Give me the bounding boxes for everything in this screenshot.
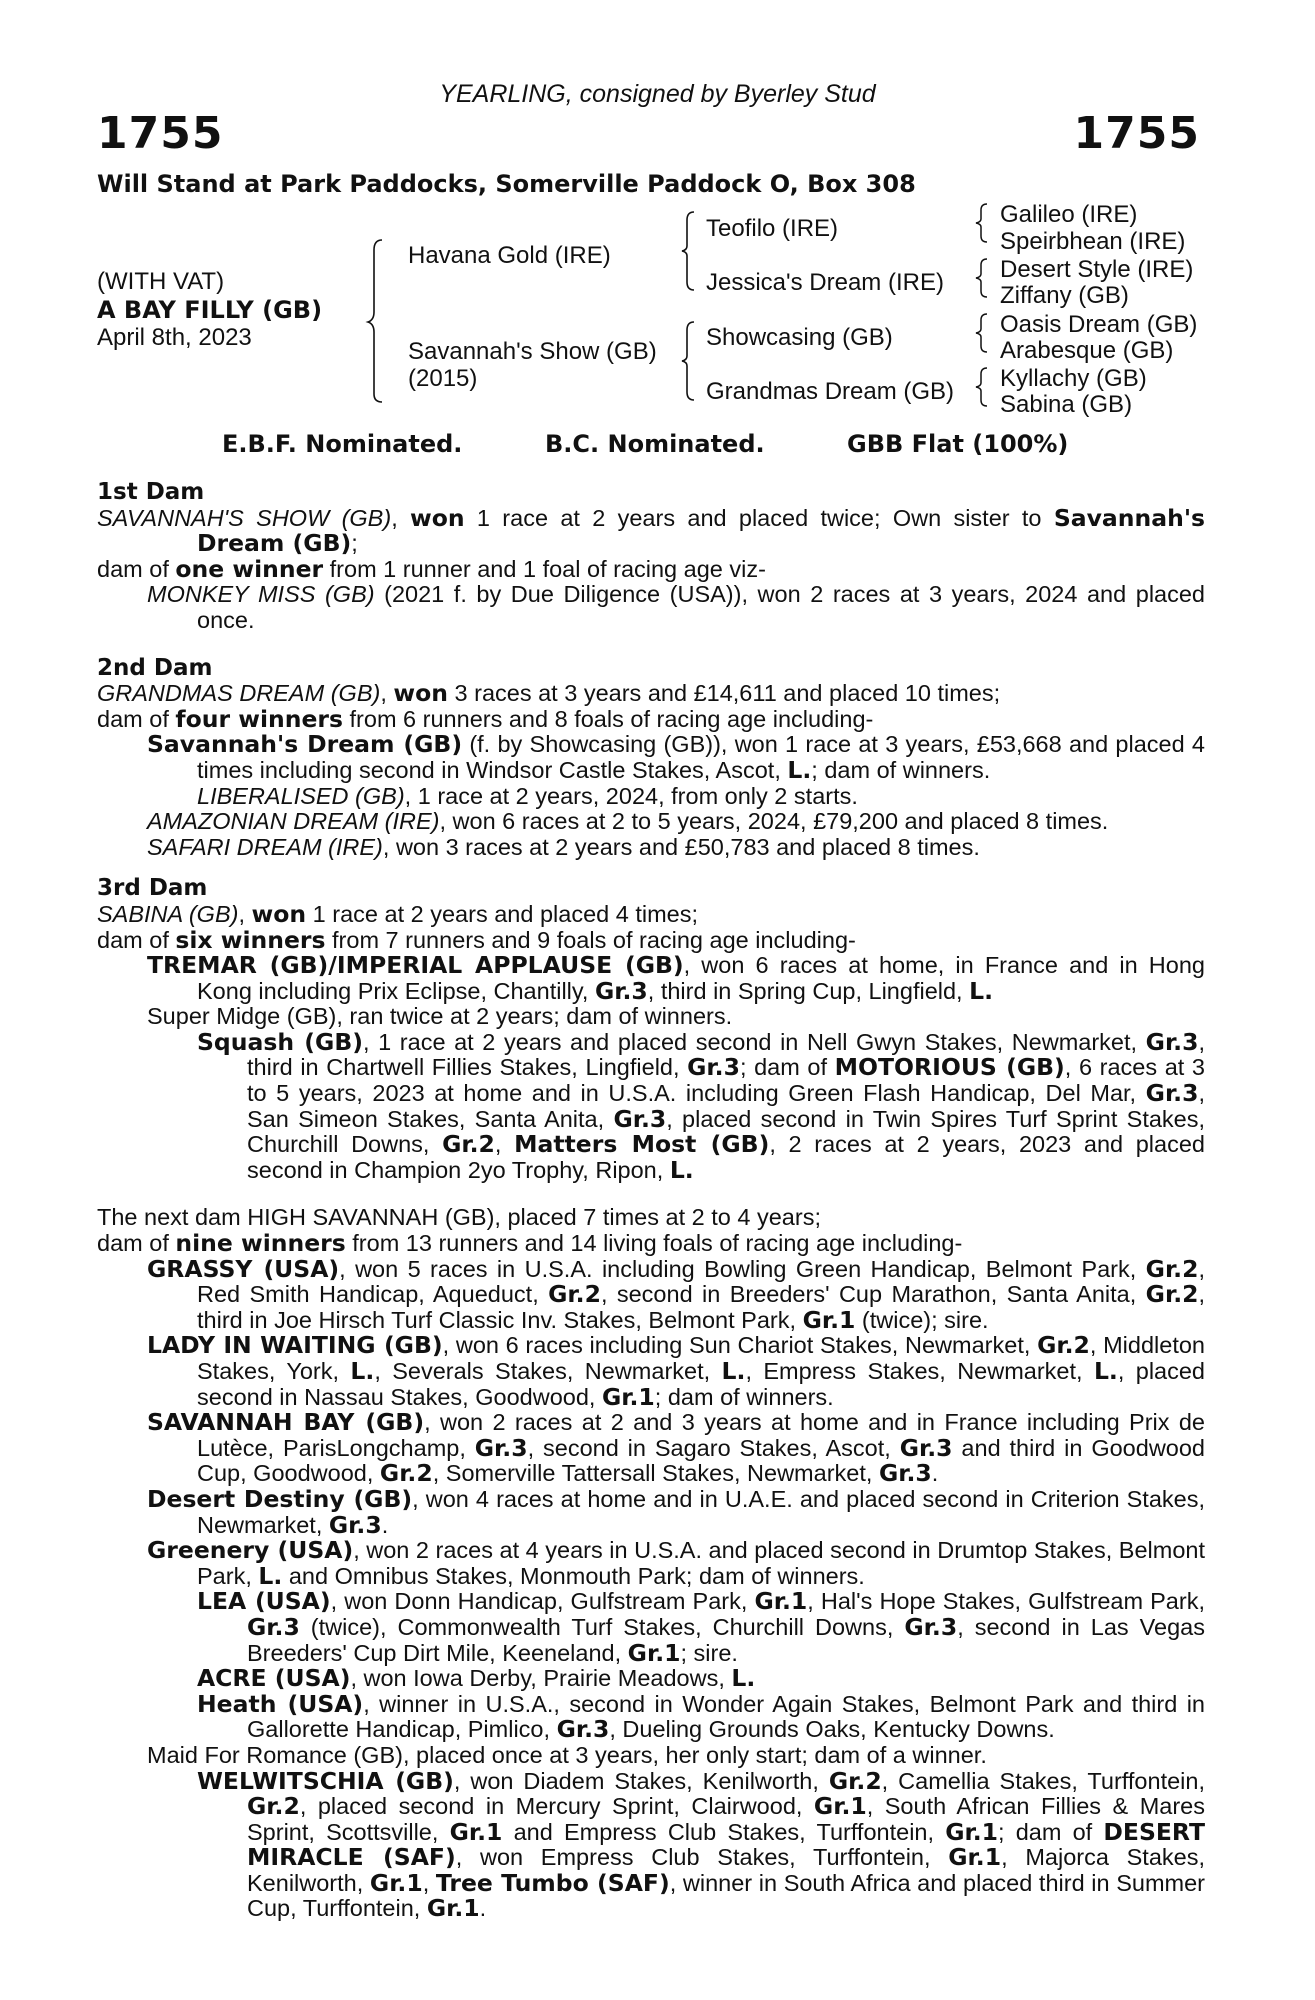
text: ,: [238, 900, 252, 927]
next-dam-p7: [147, 1538, 1205, 1589]
race-grade: L.: [969, 976, 994, 1005]
text: , Middleton Stakes, York,: [197, 1332, 1206, 1384]
text: , won 6 races at home, in France and in Hong Kong including Prix Eclipse, Chantilly,: [197, 952, 1205, 1004]
race-grade: L.: [350, 1357, 375, 1385]
won-label: won: [393, 679, 448, 708]
next-dam-p9: [197, 1666, 1205, 1692]
next-dam-p3: [147, 1254, 1206, 1334]
ebf-nominated: E.B.F. Nominated.: [222, 430, 463, 458]
progeny-name: Matters Most (GB): [514, 1130, 770, 1159]
race-grade: Gr.3: [1145, 1079, 1199, 1108]
text: ; sire.: [680, 1639, 738, 1666]
text: , San Simeon Stakes, Santa Anita,: [247, 1080, 1205, 1132]
race-grade: Gr.3: [899, 1433, 953, 1462]
text: , won Iowa Derby, Prairie Meadows,: [350, 1665, 732, 1692]
dam-name: SAVANNAH'S SHOW (GB): [97, 504, 392, 531]
text: , won Diadem Stakes, Kenilworth,: [453, 1767, 829, 1794]
progeny-name: LIBERALISED (GB): [197, 782, 405, 809]
text: , second in Las Vegas Breeders' Cup Dirt Mile, Keeneland,: [247, 1613, 1205, 1666]
progeny-name: Desert Destiny (GB): [147, 1484, 413, 1513]
pedigree-g4: Ziffany (GB): [1000, 282, 1129, 309]
text: , won 2 races at 2 and 3 years at home and in France including Prix de Lutèce, ParisLongchamp,: [197, 1409, 1205, 1461]
text: dam of: [97, 555, 176, 582]
second-dam-p6: [147, 835, 1205, 861]
progeny-name: AMAZONIAN DREAM (IRE): [147, 808, 440, 835]
text: .: [479, 1895, 487, 1922]
race-grade: Gr.2: [442, 1130, 495, 1159]
text: , 1 race at 2 years, 2024, from only 2 starts.: [404, 782, 858, 809]
progeny-name: TREMAR (GB)/IMPERIAL APPLAUSE (GB): [147, 951, 684, 980]
progeny-name: GRASSY (USA): [147, 1254, 340, 1283]
race-grade: L.: [258, 1561, 283, 1590]
text: , won 2 races at 4 years in U.S.A. and placed second in Drumtop Stakes, Belmont Park,: [197, 1537, 1205, 1589]
vat-note: (WITH VAT): [97, 268, 225, 295]
pedigree-bracket-sire: [682, 210, 698, 292]
race-grade: L.: [787, 755, 812, 784]
text: (twice), Commonwealth Turf Stakes, Churchill Downs,: [299, 1613, 905, 1640]
text: , placed second in Twin Spires Turf Sprint Stakes, Churchill Downs,: [247, 1105, 1206, 1158]
first-dam-p1: [97, 503, 1206, 558]
text: ; dam of: [739, 1054, 835, 1081]
first-dam-heading: 1st Dam: [97, 479, 205, 505]
third-dam-p5: [197, 1027, 1206, 1184]
race-grade: L.: [721, 1357, 746, 1385]
pedigree-dam-year: (2015): [408, 365, 478, 392]
text: , Majorca Stakes, Kenilworth,: [247, 1844, 1206, 1896]
pedigree-bracket-g1: [976, 202, 990, 244]
race-grade: Gr.1: [426, 1894, 480, 1923]
foaling-date: April 8th, 2023: [97, 324, 252, 351]
text: , third in Spring Cup, Lingfield,: [647, 977, 970, 1004]
next-dam-p2: [97, 1231, 1205, 1257]
race-grade: Gr.2: [1145, 1254, 1199, 1283]
race-grade: Gr.3: [594, 976, 648, 1005]
text: from 1 runner and 1 foal of racing age viz-: [323, 555, 766, 582]
race-grade: Gr.1: [449, 1817, 503, 1846]
text: , Somerville Tattersall Stakes, Newmarket,: [432, 1460, 879, 1487]
progeny-name: DESERT MIRACLE (SAF): [247, 1817, 1205, 1872]
text: ; dam of winners.: [811, 756, 991, 783]
text: , winner in South Africa and placed third in Summer Cup, Turffontein,: [247, 1869, 1206, 1922]
text: and third in Goodwood Cup, Goodwood,: [197, 1434, 1205, 1487]
text: , second in Breeders' Cup Marathon, Santa Anita,: [600, 1281, 1146, 1308]
text: from 6 runners and 8 foals of racing age including-: [343, 705, 874, 732]
text: , Red Smith Handicap, Aqueduct,: [197, 1255, 1205, 1308]
pedigree-dam: Savannah's Show (GB): [408, 338, 657, 365]
text: , Camellia Stakes, Turffontein,: [881, 1767, 1205, 1794]
text: ; dam of winners.: [654, 1383, 834, 1410]
progeny-name: SAFARI DREAM (IRE): [147, 833, 383, 860]
race-grade: Gr.1: [754, 1587, 808, 1616]
race-grade: Gr.3: [687, 1053, 740, 1082]
text: ,: [380, 680, 394, 707]
won-label: won: [251, 899, 307, 928]
winners-count: nine winners: [175, 1229, 346, 1258]
progeny-name: SAVANNAH BAY (GB): [147, 1408, 425, 1437]
progeny-name: LADY IN WAITING (GB): [147, 1331, 443, 1360]
pedigree-bracket-g2: [976, 257, 990, 299]
race-grade: Gr.2: [548, 1280, 601, 1309]
text: (f. by Showcasing (GB)), won 1 race at 3 years, £53,668 and placed 4 times including second in Windsor Castle Stakes, Ascot,: [197, 731, 1205, 783]
text: , won Donn Handicap, Gulfstream Park,: [330, 1588, 755, 1615]
next-dam-p6: [147, 1484, 1205, 1539]
horse-name: A BAY FILLY (GB): [97, 296, 323, 324]
text: dam of: [97, 1230, 176, 1257]
second-dam-p1: [97, 681, 1205, 707]
race-grade: Gr.1: [627, 1638, 681, 1667]
next-dam-p5: [147, 1410, 1205, 1487]
consignment-line: YEARLING, consigned by Byerley Stud: [439, 80, 876, 108]
progeny-name: Savannah's Dream (GB): [147, 730, 463, 759]
race-grade: Gr.3: [556, 1715, 610, 1744]
next-dam-p8: [197, 1589, 1205, 1666]
first-dam-p2: [97, 554, 1205, 583]
pedigree-bracket-dam: [682, 320, 698, 402]
text: , won Empress Club Stakes, Turffontein,: [455, 1844, 949, 1871]
race-grade: Gr.3: [878, 1459, 932, 1488]
text: , Empress Stakes, Newmarket,: [745, 1358, 1094, 1384]
pedigree-dam-sire: Showcasing (GB): [706, 324, 893, 351]
text: , placed second in Nassau Stakes, Goodwood,: [197, 1358, 1206, 1410]
text: and Omnibus Stakes, Monmouth Park; dam of winners.: [282, 1562, 865, 1589]
pedigree-g1: Galileo (IRE): [1000, 201, 1138, 228]
pedigree-bracket-g4: [976, 366, 990, 408]
dam-name: SABINA (GB): [97, 900, 239, 927]
bc-nominated: B.C. Nominated.: [545, 430, 765, 458]
text: from 13 runners and 14 living foals of racing age including-: [345, 1230, 963, 1257]
text: 3 races at 3 years and £14,611 and placed 10 times;: [447, 680, 1001, 707]
text: 1 race at 2 years and placed 4 times;: [306, 900, 699, 927]
text: , second in Sagaro Stakes, Ascot,: [527, 1434, 900, 1461]
text: from 7 runners and 9 foals of racing age including-: [325, 926, 856, 953]
text: , 1 race at 2 years and placed second in Nell Gwyn Stakes, Newmarket,: [363, 1028, 1146, 1055]
text: , 2 races at 2 years, 2023 and placed second in Champion 2yo Trophy, Ripon,: [247, 1131, 1205, 1183]
race-grade: L.: [669, 1155, 694, 1184]
second-dam-p5: [147, 809, 1205, 835]
winners-count: six winners: [175, 925, 326, 954]
text: ,: [494, 1131, 515, 1158]
third-dam-heading: 3rd Dam: [97, 875, 208, 902]
text: (2021 f. by Due Diligence (USA)), won 2 races at 3 years, 2024 and placed once.: [197, 581, 1205, 633]
race-grade: Gr.3: [328, 1510, 382, 1539]
text: Maid For Romance (GB), placed once at 3 years, her only start; dam of a winner.: [147, 1741, 987, 1768]
won-label: won: [410, 503, 465, 532]
race-grade: Gr.3: [904, 1612, 958, 1641]
pedigree-g2: Speirbhean (IRE): [1000, 228, 1186, 255]
pedigree-dam-dam: Grandmas Dream (GB): [706, 378, 955, 405]
text: ,: [391, 504, 411, 531]
race-grade: Gr.3: [613, 1104, 667, 1133]
pedigree-g8: Sabina (GB): [1000, 391, 1133, 418]
pedigree-sire-sire: Teofilo (IRE): [706, 215, 839, 242]
progeny-name: Heath (USA): [197, 1689, 364, 1718]
text: ; dam of: [998, 1818, 1104, 1845]
race-grade: Gr.1: [369, 1868, 423, 1897]
race-grade: Gr.1: [813, 1792, 867, 1821]
progeny-name: ACRE (USA): [197, 1664, 351, 1693]
text: , won 5 races in U.S.A. including Bowling Green Handicap, Belmont Park,: [339, 1255, 1146, 1282]
next-dam-p12: [197, 1766, 1206, 1923]
race-grade: Gr.1: [945, 1817, 999, 1846]
dam-name: GRANDMAS DREAM (GB): [97, 680, 381, 707]
third-dam-p4: [147, 1004, 1205, 1030]
text: , Severals Stakes, Newmarket,: [374, 1358, 722, 1384]
race-grade: Gr.3: [247, 1612, 300, 1641]
text: (twice); sire.: [855, 1306, 989, 1333]
race-grade: Gr.3: [1145, 1027, 1199, 1056]
third-dam-p2: [97, 925, 1205, 954]
pedigree-g7: Kyllachy (GB): [1000, 365, 1147, 392]
progeny-name: LEA (USA): [197, 1587, 331, 1616]
text: , South African Fillies & Mares Sprint, Scottsville,: [247, 1793, 1206, 1845]
text: , Hal's Hope Stakes, Gulfstream Park,: [807, 1588, 1205, 1615]
second-dam-heading: 2nd Dam: [97, 654, 213, 681]
next-dam-p10: [197, 1689, 1205, 1744]
race-grade: Gr.2: [247, 1792, 300, 1821]
pedigree-sire: Havana Gold (IRE): [408, 242, 611, 269]
pedigree-g3: Desert Style (IRE): [1000, 256, 1194, 283]
race-grade: Gr.2: [828, 1766, 882, 1795]
winners-count: one winner: [175, 554, 324, 583]
text: , won 4 races at home and in U.A.E. and placed second in Criterion Stakes, Newmarket,: [197, 1485, 1205, 1538]
next-dam-p1: [97, 1205, 1205, 1231]
progeny-name: MOTORIOUS (GB): [834, 1053, 1065, 1082]
progeny-name: MONKEY MISS (GB): [147, 581, 375, 608]
text: , third in Joe Hirsch Turf Classic Inv. Stakes, Belmont Park,: [197, 1281, 1206, 1333]
race-grade: Gr.2: [1037, 1331, 1090, 1360]
third-dam-p1: [97, 899, 1205, 928]
text: and Empress Club Stakes, Turffontein,: [502, 1818, 946, 1845]
pedigree-g5: Oasis Dream (GB): [1000, 311, 1198, 338]
stand-location: Will Stand at Park Paddocks, Somerville Paddock O, Box 308: [97, 170, 916, 198]
text: .: [381, 1511, 389, 1538]
sibling-name: Savannah's Dream (GB): [197, 503, 1206, 558]
lot-number-right: 1755: [1073, 108, 1200, 159]
third-dam-p3: [147, 953, 1205, 1004]
text: , winner in U.S.A., second in Wonder Again Stakes, Belmont Park and third in Gallorette Handicap, Pimlico,: [247, 1690, 1205, 1743]
second-dam-p2: [97, 704, 1205, 733]
progeny-name: Squash (GB): [197, 1027, 363, 1056]
lot-number-left: 1755: [97, 108, 224, 159]
text: ,: [422, 1869, 436, 1896]
pedigree-bracket-main: [368, 238, 388, 404]
next-dam-p4: [147, 1333, 1205, 1410]
text: dam of: [97, 705, 176, 732]
catalogue-body: [97, 480, 1205, 1922]
text: , won 6 races at 2 to 5 years, 2024, £79,200 and placed 8 times.: [439, 808, 1109, 835]
text: , Dueling Grounds Oaks, Kentucky Downs.: [609, 1716, 1055, 1743]
race-grade: Gr.1: [802, 1305, 856, 1334]
pedigree-g6: Arabesque (GB): [1000, 337, 1174, 364]
race-grade: L.: [1093, 1357, 1118, 1385]
text: dam of: [97, 926, 176, 953]
winners-count: four winners: [175, 704, 343, 733]
progeny-name: Greenery (USA): [147, 1536, 354, 1565]
text: , won 6 races including Sun Chariot Stakes, Newmarket,: [442, 1332, 1038, 1359]
text: , third in Chartwell Fillies Stakes, Lingfield,: [247, 1028, 1205, 1081]
second-dam-p3: [147, 732, 1205, 783]
second-dam-p4: [197, 784, 1205, 810]
pedigree-bracket-g3: [976, 312, 990, 354]
text: .: [931, 1460, 939, 1487]
race-grade: Gr.2: [379, 1459, 433, 1488]
progeny-name: Tree Tumbo (SAF): [435, 1868, 670, 1897]
text: 1 race at 2 years and placed twice; Own sister to: [464, 504, 1054, 531]
race-grade: Gr.1: [601, 1382, 655, 1411]
race-grade: Gr.3: [474, 1433, 528, 1462]
text: , won 3 races at 2 years and £50,783 and placed 8 times.: [382, 833, 980, 860]
text: , 6 races at 3 to 5 years, 2023 at home and in U.S.A. including Green Flash Handicap, Del Mar,: [247, 1054, 1205, 1107]
race-grade: L.: [731, 1664, 756, 1693]
text: , placed second in Mercury Sprint, Clairwood,: [299, 1793, 814, 1820]
first-dam-p3: [147, 582, 1205, 633]
gbb-flat: GBB Flat (100%): [847, 430, 1069, 458]
text: ;: [351, 530, 358, 557]
race-grade: Gr.1: [948, 1843, 1002, 1872]
next-dam-p11: [147, 1743, 1205, 1769]
pedigree-sire-dam: Jessica's Dream (IRE): [706, 269, 944, 296]
race-grade: Gr.2: [1145, 1280, 1199, 1309]
progeny-name: WELWITSCHIA (GB): [197, 1766, 454, 1795]
text: Super Midge (GB), ran twice at 2 years; dam of winners.: [147, 1003, 733, 1030]
text: The next dam HIGH SAVANNAH (GB), placed 7 times at 2 to 4 years;: [97, 1204, 821, 1231]
